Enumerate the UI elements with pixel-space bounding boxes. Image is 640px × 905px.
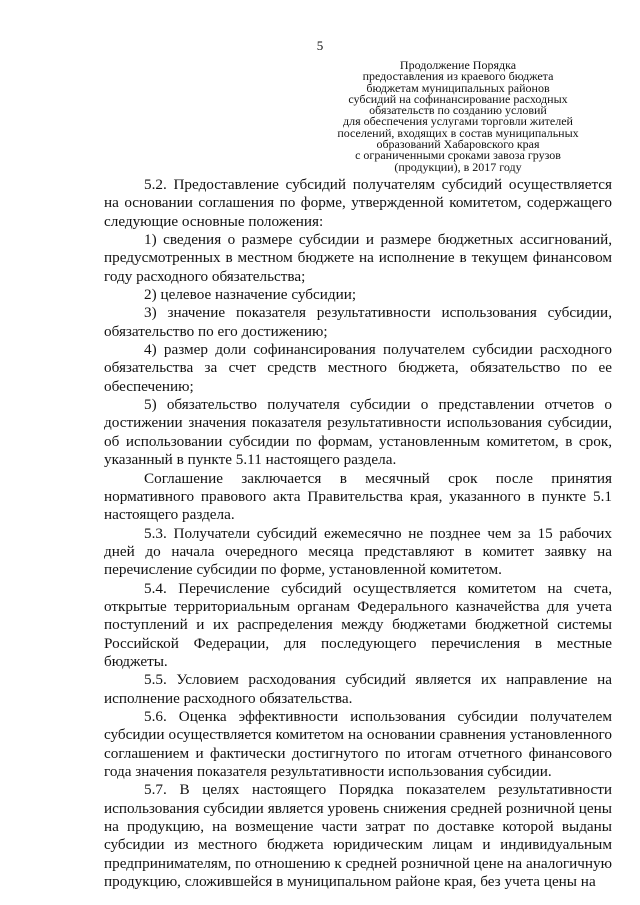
- list-item-2: 2) целевое назначение субсидии;: [144, 286, 357, 304]
- list-item-4: 4) размер доли софинансирования получателем субсидии расходного обязательства за счет средств местного бюджета, обязательство по ее обеспечению;: [104, 341, 612, 395]
- header-line: с ограниченными сроками завоза грузов: [355, 148, 561, 163]
- header-line: для обеспечения услугами торговли жителей: [343, 114, 573, 129]
- paragraph-5-3: 5.3. Получатели субсидий ежемесячно не позднее чем за 15 рабочих дней до начала очередного месяца представляют в комитет заявку на перечисление субсидии по форме, установленной комитетом.: [104, 524, 612, 579]
- paragraph-5-2: 5.2. Предоставление субсидий получателям субсидий осуществляется на основании соглашения по форме, утвержденной комитетом, содержащего следующие основные положения:: [104, 176, 612, 230]
- paragraph-5-4: 5.4. Перечисление субсидий осуществляется комитетом на счета, открытые территориальным органам Федерального казначейства для учета поступлений и их распределения между бюджетами бюджетной системы Российской Федерации, для последующего перечисления в местные бюджеты.: [104, 579, 612, 670]
- page-number: 5: [316, 38, 324, 53]
- list-item-5: 5) обязательство получателя субсидии о представлении отчетов о достижении значения показателя результативности использования субсидии, об использовании субсидии по формам, установленным комитетом, в срок, указанный в пункте 5.11 настоящего раздела.: [104, 396, 612, 469]
- continuation-header: [308, 60, 608, 173]
- header-line: образований Хабаровского края: [376, 137, 540, 152]
- header-line: предоставления из краевого бюджета: [362, 69, 554, 84]
- header-line: бюджетам муниципальных районов: [366, 80, 550, 95]
- body-text: [104, 176, 612, 891]
- header-line: субсидий на софинансирование расходных: [348, 91, 568, 106]
- header-line: поселений, входящих в состав муниципальных: [337, 125, 579, 140]
- header-line: обязательств по созданию условий: [369, 103, 547, 118]
- list-item-3: 3) значение показателя результативности использования субсидии, обязательство по его достижению;: [104, 304, 612, 340]
- list-item-1: 1) сведения о размере субсидии и размере бюджетных ассигнований, предусмотренных в местном бюджете на исполнение в текущем финансовом году расходного обязательства;: [104, 231, 612, 285]
- header-line: Продолжение Порядка: [399, 58, 517, 72]
- paragraph-5-7: 5.7. В целях настоящего Порядка показателем результативности использования субсидии является уровень снижения средней розничной цены на продукцию, на возмещение части затрат по доставке которой выданы субсидии из местного бюджета юридическим лицам и индивидуальным предпринимателям, по отношению к средней розничной цене на аналогичную продукцию, сложившейся в муниципальном районе края, без учета цены на: [104, 781, 612, 891]
- agreement-paragraph: Соглашение заключается в месячный срок после принятия нормативного правового акта Правительства края, указанного в пункте 5.1 настоящего раздела.: [104, 469, 612, 524]
- paragraph-5-5: 5.5. Условием расходования субсидий является их направление на исполнение расходного обязательства.: [104, 671, 612, 707]
- paragraph-5-6: 5.6. Оценка эффективности использования субсидии получателем субсидии осуществляется комитетом на основании сравнения установленного соглашением и фактически достигнутого по итогам отчетного финансового года значения показателя результативности использования субсидии.: [104, 707, 612, 780]
- header-line: (продукции), в 2017 году: [394, 159, 522, 174]
